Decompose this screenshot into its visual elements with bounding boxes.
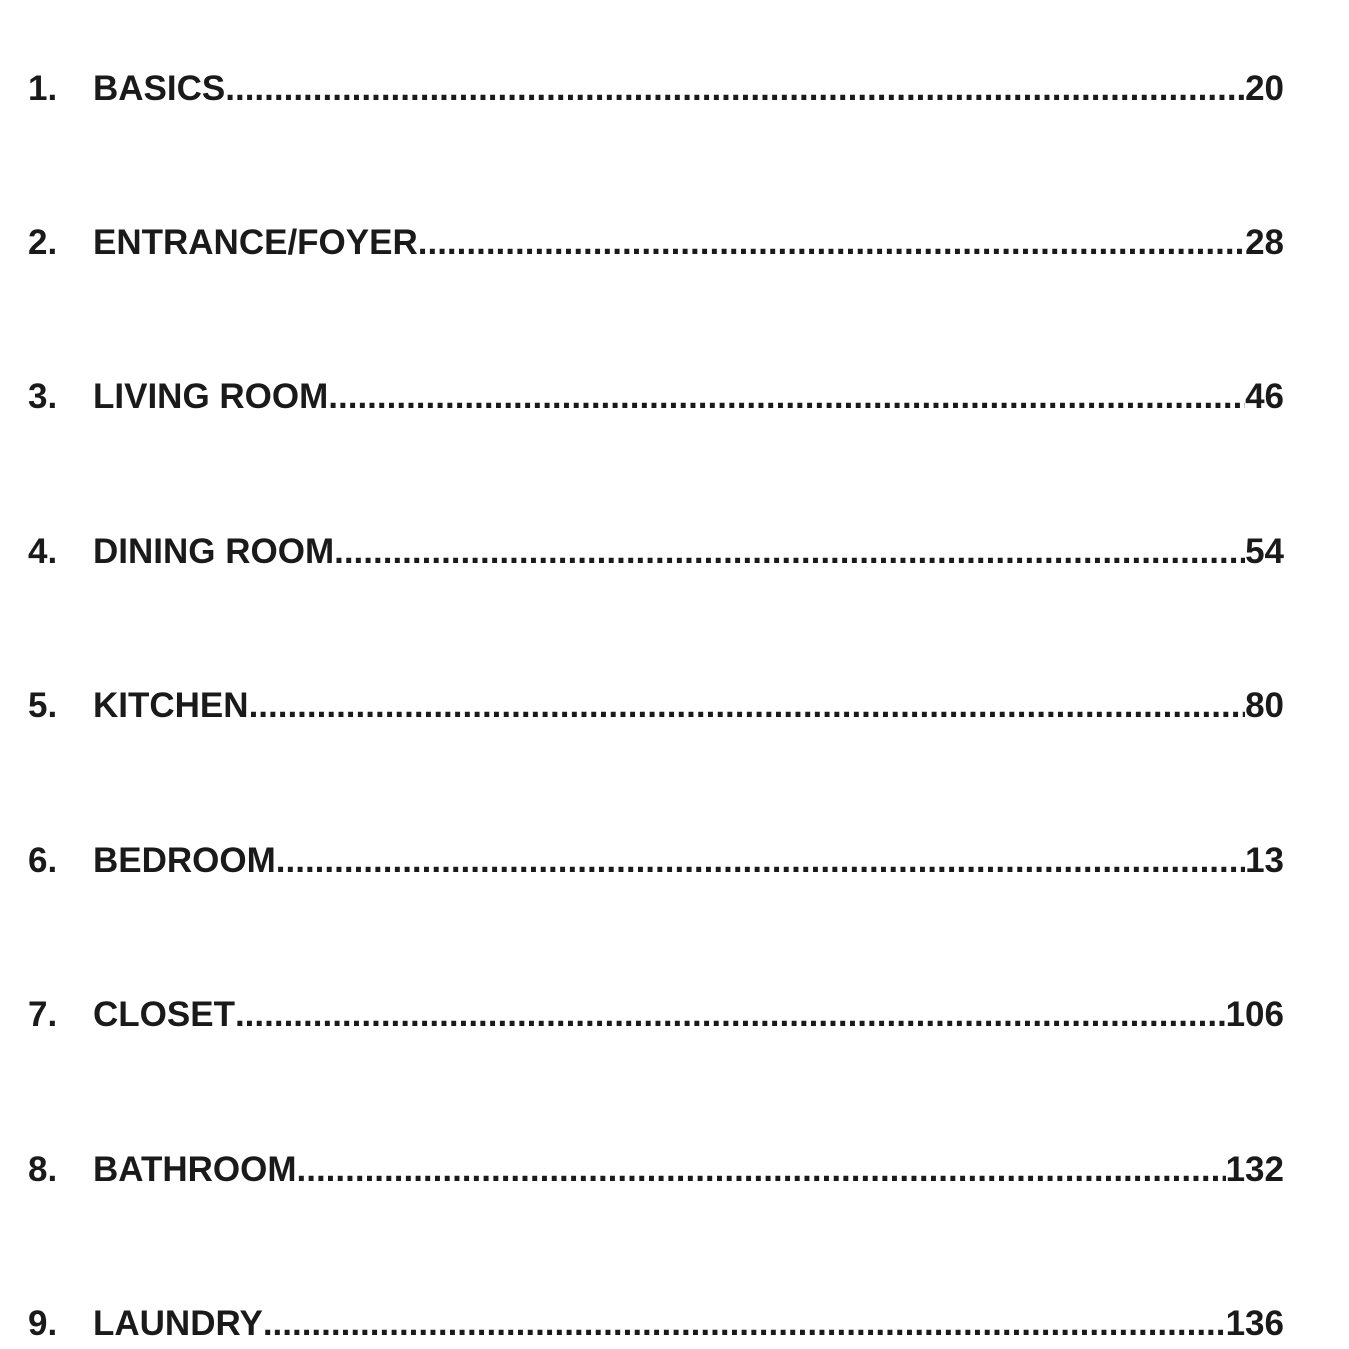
entry-number: 1.: [28, 69, 58, 108]
entry-number: 3.: [28, 377, 58, 416]
entry-number: 9.: [28, 1304, 58, 1343]
entry-number: 8.: [28, 1150, 58, 1189]
toc-entry-bathroom[interactable]: [28, 1145, 1284, 1195]
toc-entry-entrance-foyer[interactable]: [28, 218, 1284, 268]
dot-leader: [263, 1299, 1226, 1349]
dot-leader: [235, 990, 1226, 1040]
entry-page-number: 54: [1245, 532, 1284, 571]
entry-page-number: 46: [1245, 377, 1284, 416]
entry-title: ENTRANCE/FOYER: [93, 223, 418, 262]
toc-entry-basics[interactable]: [28, 64, 1284, 114]
entry-title: LIVING ROOM: [93, 377, 329, 416]
toc-entry-living-room[interactable]: [28, 372, 1284, 422]
toc-entry-dining-room[interactable]: [28, 527, 1284, 577]
entry-number: 6.: [28, 841, 58, 880]
entry-title: BEDROOM: [93, 841, 276, 880]
entry-number: 2.: [28, 223, 58, 262]
entry-page-number: 28: [1245, 223, 1284, 262]
entry-number: 5.: [28, 686, 58, 725]
dot-leader: [225, 64, 1245, 114]
entry-title: DINING ROOM: [93, 532, 335, 571]
dot-leader: [328, 372, 1245, 422]
dot-leader: [297, 1145, 1226, 1195]
dot-leader: [334, 527, 1245, 577]
dot-leader: [418, 218, 1245, 268]
entry-number: 7.: [28, 995, 58, 1034]
entry-title: BATHROOM: [93, 1150, 297, 1189]
entry-page-number: 13: [1245, 841, 1284, 880]
toc-entry-bedroom[interactable]: [28, 836, 1284, 886]
entry-title: BASICS: [93, 69, 226, 108]
dot-leader: [249, 681, 1246, 731]
toc-entry-kitchen[interactable]: [28, 681, 1284, 731]
entry-page-number: 20: [1245, 69, 1284, 108]
entry-page-number: 136: [1225, 1304, 1284, 1343]
dot-leader: [276, 836, 1245, 886]
entry-page-number: 132: [1225, 1150, 1284, 1189]
toc-entry-closet[interactable]: [28, 990, 1284, 1040]
entry-title: LAUNDRY: [93, 1304, 263, 1343]
entry-title: KITCHEN: [93, 686, 249, 725]
entry-page-number: 106: [1225, 995, 1284, 1034]
entry-page-number: 80: [1245, 686, 1284, 725]
toc-entry-laundry[interactable]: [28, 1299, 1284, 1349]
entry-title: CLOSET: [93, 995, 235, 1034]
entry-number: 4.: [28, 532, 58, 571]
